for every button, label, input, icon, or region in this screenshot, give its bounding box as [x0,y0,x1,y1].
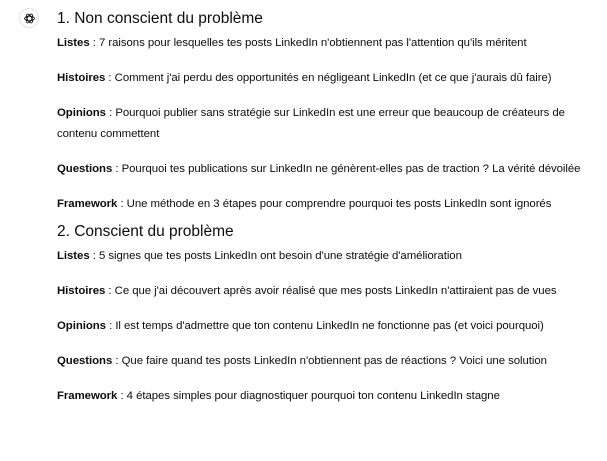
item-label: Listes [57,37,90,49]
item-text: : Une méthode en 3 étapes pour comprendre pourquoi tes posts LinkedIn sont ignorés [117,198,552,210]
list-item [57,281,603,302]
list-item [57,159,603,180]
scroll-fade [0,455,607,461]
item-label: Histoires [57,285,106,297]
item-label: Framework [57,198,118,210]
assistant-avatar [19,8,39,28]
list-item [57,33,603,54]
item-label: Questions [57,163,113,175]
list-item [57,386,603,407]
list-item [57,103,603,145]
list-item [57,351,603,372]
list-item [57,246,603,267]
list-item [57,68,603,89]
item-text: : Que faire quand tes posts LinkedIn n'obtiennent pas de réactions ? Voici une solution [112,355,547,367]
item-label: Opinions [57,107,106,119]
item-text: : Pourquoi publier sans stratégie sur LinkedIn est une erreur que beaucoup de créateurs de contenu commettent [57,107,565,140]
openai-logo-icon [23,12,36,25]
item-text: : Il est temps d'admettre que ton contenu LinkedIn ne fonctionne pas (et voici pourquoi) [105,320,544,332]
item-text: : Comment j'ai perdu des opportunités en négligeant LinkedIn (et ce que j'aurais dû faire) [105,72,552,84]
item-label: Opinions [57,320,106,332]
list-item [57,194,603,215]
item-text: : 4 étapes simples pour diagnostiquer pourquoi ton contenu LinkedIn stagne [117,390,500,402]
assistant-message [57,7,603,407]
list-item [57,316,603,337]
item-text: : 7 raisons pour lesquelles tes posts LinkedIn n'obtiennent pas l'attention qu'ils méritent [89,37,527,49]
item-label: Listes [57,250,90,262]
item-text: : Ce que j'ai découvert après avoir réalisé que mes posts LinkedIn n'attiraient pas de vues [105,285,557,297]
item-label: Framework [57,390,118,402]
item-text: : 5 signes que tes posts LinkedIn ont besoin d'une stratégie d'amélioration [89,250,462,262]
section-title: 1. Non conscient du problème [57,10,263,27]
item-label: Histoires [57,72,106,84]
item-label: Questions [57,355,113,367]
section-title: 2. Conscient du problème [57,223,234,240]
item-text: : Pourquoi tes publications sur LinkedIn ne génèrent-elles pas de traction ? La vérité dévoilée [112,163,581,175]
